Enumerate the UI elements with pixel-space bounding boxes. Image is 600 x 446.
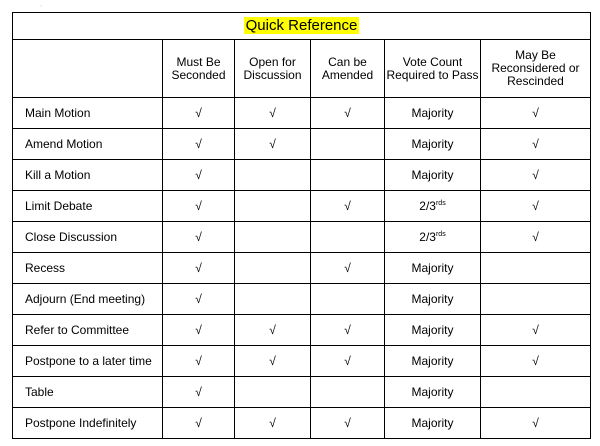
header-mark: '' xyxy=(40,4,42,9)
column-header-vote-count: Vote Count Required to Pass xyxy=(385,40,481,98)
reconsidered-cell: √ xyxy=(481,191,591,222)
can-be-amended-cell xyxy=(311,129,385,160)
motion-label: Close Discussion xyxy=(13,222,163,253)
reconsidered-cell: √ xyxy=(481,222,591,253)
vote-count-value: Majority xyxy=(411,168,454,182)
vote-count-value: Majority xyxy=(411,137,454,151)
must-be-seconded-cell: √ xyxy=(163,129,235,160)
can-be-amended-cell: √ xyxy=(311,408,385,439)
vote-count-cell xyxy=(385,160,481,191)
reconsidered-cell xyxy=(481,284,591,315)
column-header-motion xyxy=(13,40,163,98)
can-be-amended-cell xyxy=(311,222,385,253)
must-be-seconded-cell: √ xyxy=(163,315,235,346)
vote-count-cell xyxy=(385,191,481,222)
reconsidered-cell: √ xyxy=(481,98,591,129)
vote-count-cell xyxy=(385,222,481,253)
motion-label: Refer to Committee xyxy=(13,315,163,346)
column-header-discussion: Open for Discussion xyxy=(235,40,311,98)
motion-label: Main Motion xyxy=(13,98,163,129)
vote-count-cell xyxy=(385,408,481,439)
open-for-discussion-cell xyxy=(235,191,311,222)
motion-label: Amend Motion xyxy=(13,129,163,160)
vote-count-value: Majority xyxy=(411,354,454,368)
column-header-seconded: Must Be Seconded xyxy=(163,40,235,98)
motion-label: Table xyxy=(13,377,163,408)
vote-count-cell xyxy=(385,377,481,408)
motion-label: Adjourn (End meeting) xyxy=(13,284,163,315)
must-be-seconded-cell: √ xyxy=(163,408,235,439)
vote-count-cell xyxy=(385,98,481,129)
can-be-amended-cell: √ xyxy=(311,315,385,346)
title-cell xyxy=(13,13,591,40)
table-row xyxy=(13,346,591,377)
motion-label: Postpone to a later time xyxy=(13,346,163,377)
motion-label: Recess xyxy=(13,253,163,284)
vote-count-value: Majority xyxy=(411,323,454,337)
must-be-seconded-cell: √ xyxy=(163,253,235,284)
column-header-reconsidered: May Be Reconsidered or Rescinded xyxy=(481,40,591,98)
vote-count-value: Majority xyxy=(411,385,454,399)
table-row xyxy=(13,315,591,346)
table-row xyxy=(13,129,591,160)
can-be-amended-cell: √ xyxy=(311,253,385,284)
reconsidered-cell: √ xyxy=(481,129,591,160)
table-body xyxy=(13,98,591,439)
table-row xyxy=(13,98,591,129)
reconsidered-cell xyxy=(481,253,591,284)
vote-count-suffix: rds xyxy=(435,231,446,238)
motion-label: Limit Debate xyxy=(13,191,163,222)
column-header-amended: Can be Amended xyxy=(311,40,385,98)
open-for-discussion-cell xyxy=(235,253,311,284)
vote-count-value: Majority xyxy=(411,106,454,120)
vote-count-cell xyxy=(385,253,481,284)
vote-count-cell xyxy=(385,284,481,315)
vote-count-cell xyxy=(385,315,481,346)
open-for-discussion-cell: √ xyxy=(235,346,311,377)
vote-count-cell xyxy=(385,129,481,160)
can-be-amended-cell: √ xyxy=(311,346,385,377)
open-for-discussion-cell: √ xyxy=(235,315,311,346)
table-row xyxy=(13,191,591,222)
table-row xyxy=(13,222,591,253)
can-be-amended-cell: √ xyxy=(311,191,385,222)
open-for-discussion-cell: √ xyxy=(235,98,311,129)
open-for-discussion-cell xyxy=(235,377,311,408)
vote-count-value: 2/3 xyxy=(419,199,436,213)
must-be-seconded-cell: √ xyxy=(163,377,235,408)
vote-count-value: Majority xyxy=(411,292,454,306)
table-title: Quick Reference xyxy=(245,17,358,34)
table-row xyxy=(13,377,591,408)
can-be-amended-cell: √ xyxy=(311,98,385,129)
vote-count-cell xyxy=(385,346,481,377)
table-row xyxy=(13,160,591,191)
reconsidered-cell: √ xyxy=(481,315,591,346)
open-for-discussion-cell xyxy=(235,284,311,315)
open-for-discussion-cell xyxy=(235,160,311,191)
reconsidered-cell xyxy=(481,377,591,408)
motion-label: Kill a Motion xyxy=(13,160,163,191)
vote-count-suffix: rds xyxy=(435,200,446,207)
can-be-amended-cell xyxy=(311,284,385,315)
must-be-seconded-cell: √ xyxy=(163,160,235,191)
vote-count-value: Majority xyxy=(411,261,454,275)
table-row xyxy=(13,284,591,315)
table-row xyxy=(13,253,591,284)
can-be-amended-cell xyxy=(311,377,385,408)
reconsidered-cell: √ xyxy=(481,160,591,191)
quick-reference-table xyxy=(12,12,591,439)
reconsidered-cell: √ xyxy=(481,408,591,439)
open-for-discussion-cell xyxy=(235,222,311,253)
must-be-seconded-cell: √ xyxy=(163,346,235,377)
can-be-amended-cell xyxy=(311,160,385,191)
must-be-seconded-cell: √ xyxy=(163,222,235,253)
vote-count-value: Majority xyxy=(411,416,454,430)
motion-label: Postpone Indefinitely xyxy=(13,408,163,439)
open-for-discussion-cell: √ xyxy=(235,408,311,439)
vote-count-value: 2/3 xyxy=(419,230,436,244)
header-row xyxy=(13,40,591,98)
must-be-seconded-cell: √ xyxy=(163,98,235,129)
table-row xyxy=(13,408,591,439)
reconsidered-cell: √ xyxy=(481,346,591,377)
open-for-discussion-cell: √ xyxy=(235,129,311,160)
must-be-seconded-cell: √ xyxy=(163,284,235,315)
must-be-seconded-cell: √ xyxy=(163,191,235,222)
